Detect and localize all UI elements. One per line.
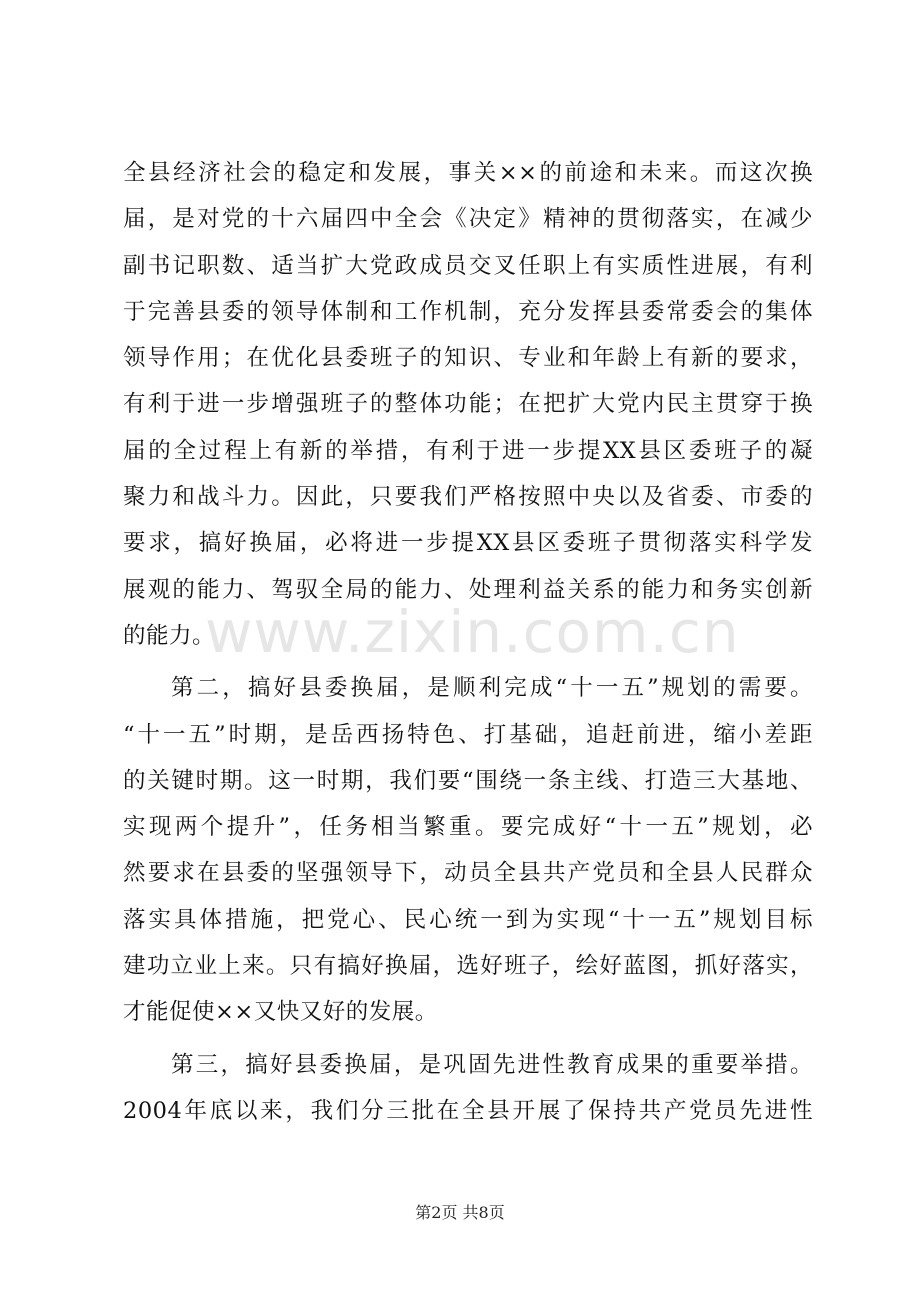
text-line: 第三，搞好县委换届，是巩固先进性教育成果的重要举措。 xyxy=(171,1051,813,1078)
paragraph xyxy=(123,150,813,659)
text-line: 才能促使××又快又好的发展。 xyxy=(123,999,438,1026)
text-line: 落实具体措施，把党心、民心统一到为实现“十一五”规划目标 xyxy=(123,906,813,933)
paragraph xyxy=(123,1042,813,1135)
text-line: 然要求在县委的坚强领导下，动员全县共产党员和全县人民群众 xyxy=(123,860,813,887)
paragraph xyxy=(123,665,813,1035)
text-line: 实现两个提升”，任务相当繁重。要完成好“十一五”规划，必 xyxy=(123,814,813,841)
text-line: 副书记职数、适当扩大党政成员交叉任职上有实质性进展，有利 xyxy=(123,252,813,279)
watermark: www.zixin.com.cn xyxy=(205,598,740,666)
text-line: 届，是对党的十六届四中全会《决定》精神的贯彻落实，在减少 xyxy=(123,206,813,233)
text-line: 的关键时期。这一时期，我们要“围绕一条主线、打造三大基地、 xyxy=(123,767,813,794)
text-line: 领导作用；在优化县委班子的知识、专业和年龄上有新的要求， xyxy=(123,345,813,372)
text-line: “十一五”时期，是岳西扬特色、打基础，追赶前进，缩小差距 xyxy=(123,721,813,748)
text-line: 要求，搞好换届，必将进一步提XX县区委班子贯彻落实科学发 xyxy=(123,530,813,557)
text-line: 全县经济社会的稳定和发展，事关××的前途和未来。而这次换 xyxy=(123,160,813,186)
page-footer: 第2页 共8页 xyxy=(415,1203,505,1222)
text-line: 聚力和战斗力。因此，只要我们严格按照中央以及省委、市委的 xyxy=(123,484,813,511)
text-line: 第二，搞好县委换届，是顺利完成“十一五”规划的需要。 xyxy=(171,675,813,702)
text-line: 展观的能力、驾驭全局的能力、处理利益关系的能力和务实创新 xyxy=(123,576,813,603)
text-line: 2004年底以来，我们分三批在全县开展了保持共产党员先进性 xyxy=(123,1097,813,1124)
text-line: 建功立业上来。只有搞好换届，选好班子，绘好蓝图，抓好落实， xyxy=(123,953,813,980)
document-body xyxy=(123,150,813,1134)
text-line: 有利于进一步增强班子的整体功能；在把扩大党内民主贯穿于换 xyxy=(123,391,813,418)
text-line: 于完善县委的领导体制和工作机制，充分发挥县委常委会的集体 xyxy=(123,298,813,325)
text-line: 的能力。 xyxy=(123,622,216,649)
text-line: 届的全过程上有新的举措，有利于进一步提XX县区委班子的凝 xyxy=(123,437,813,464)
